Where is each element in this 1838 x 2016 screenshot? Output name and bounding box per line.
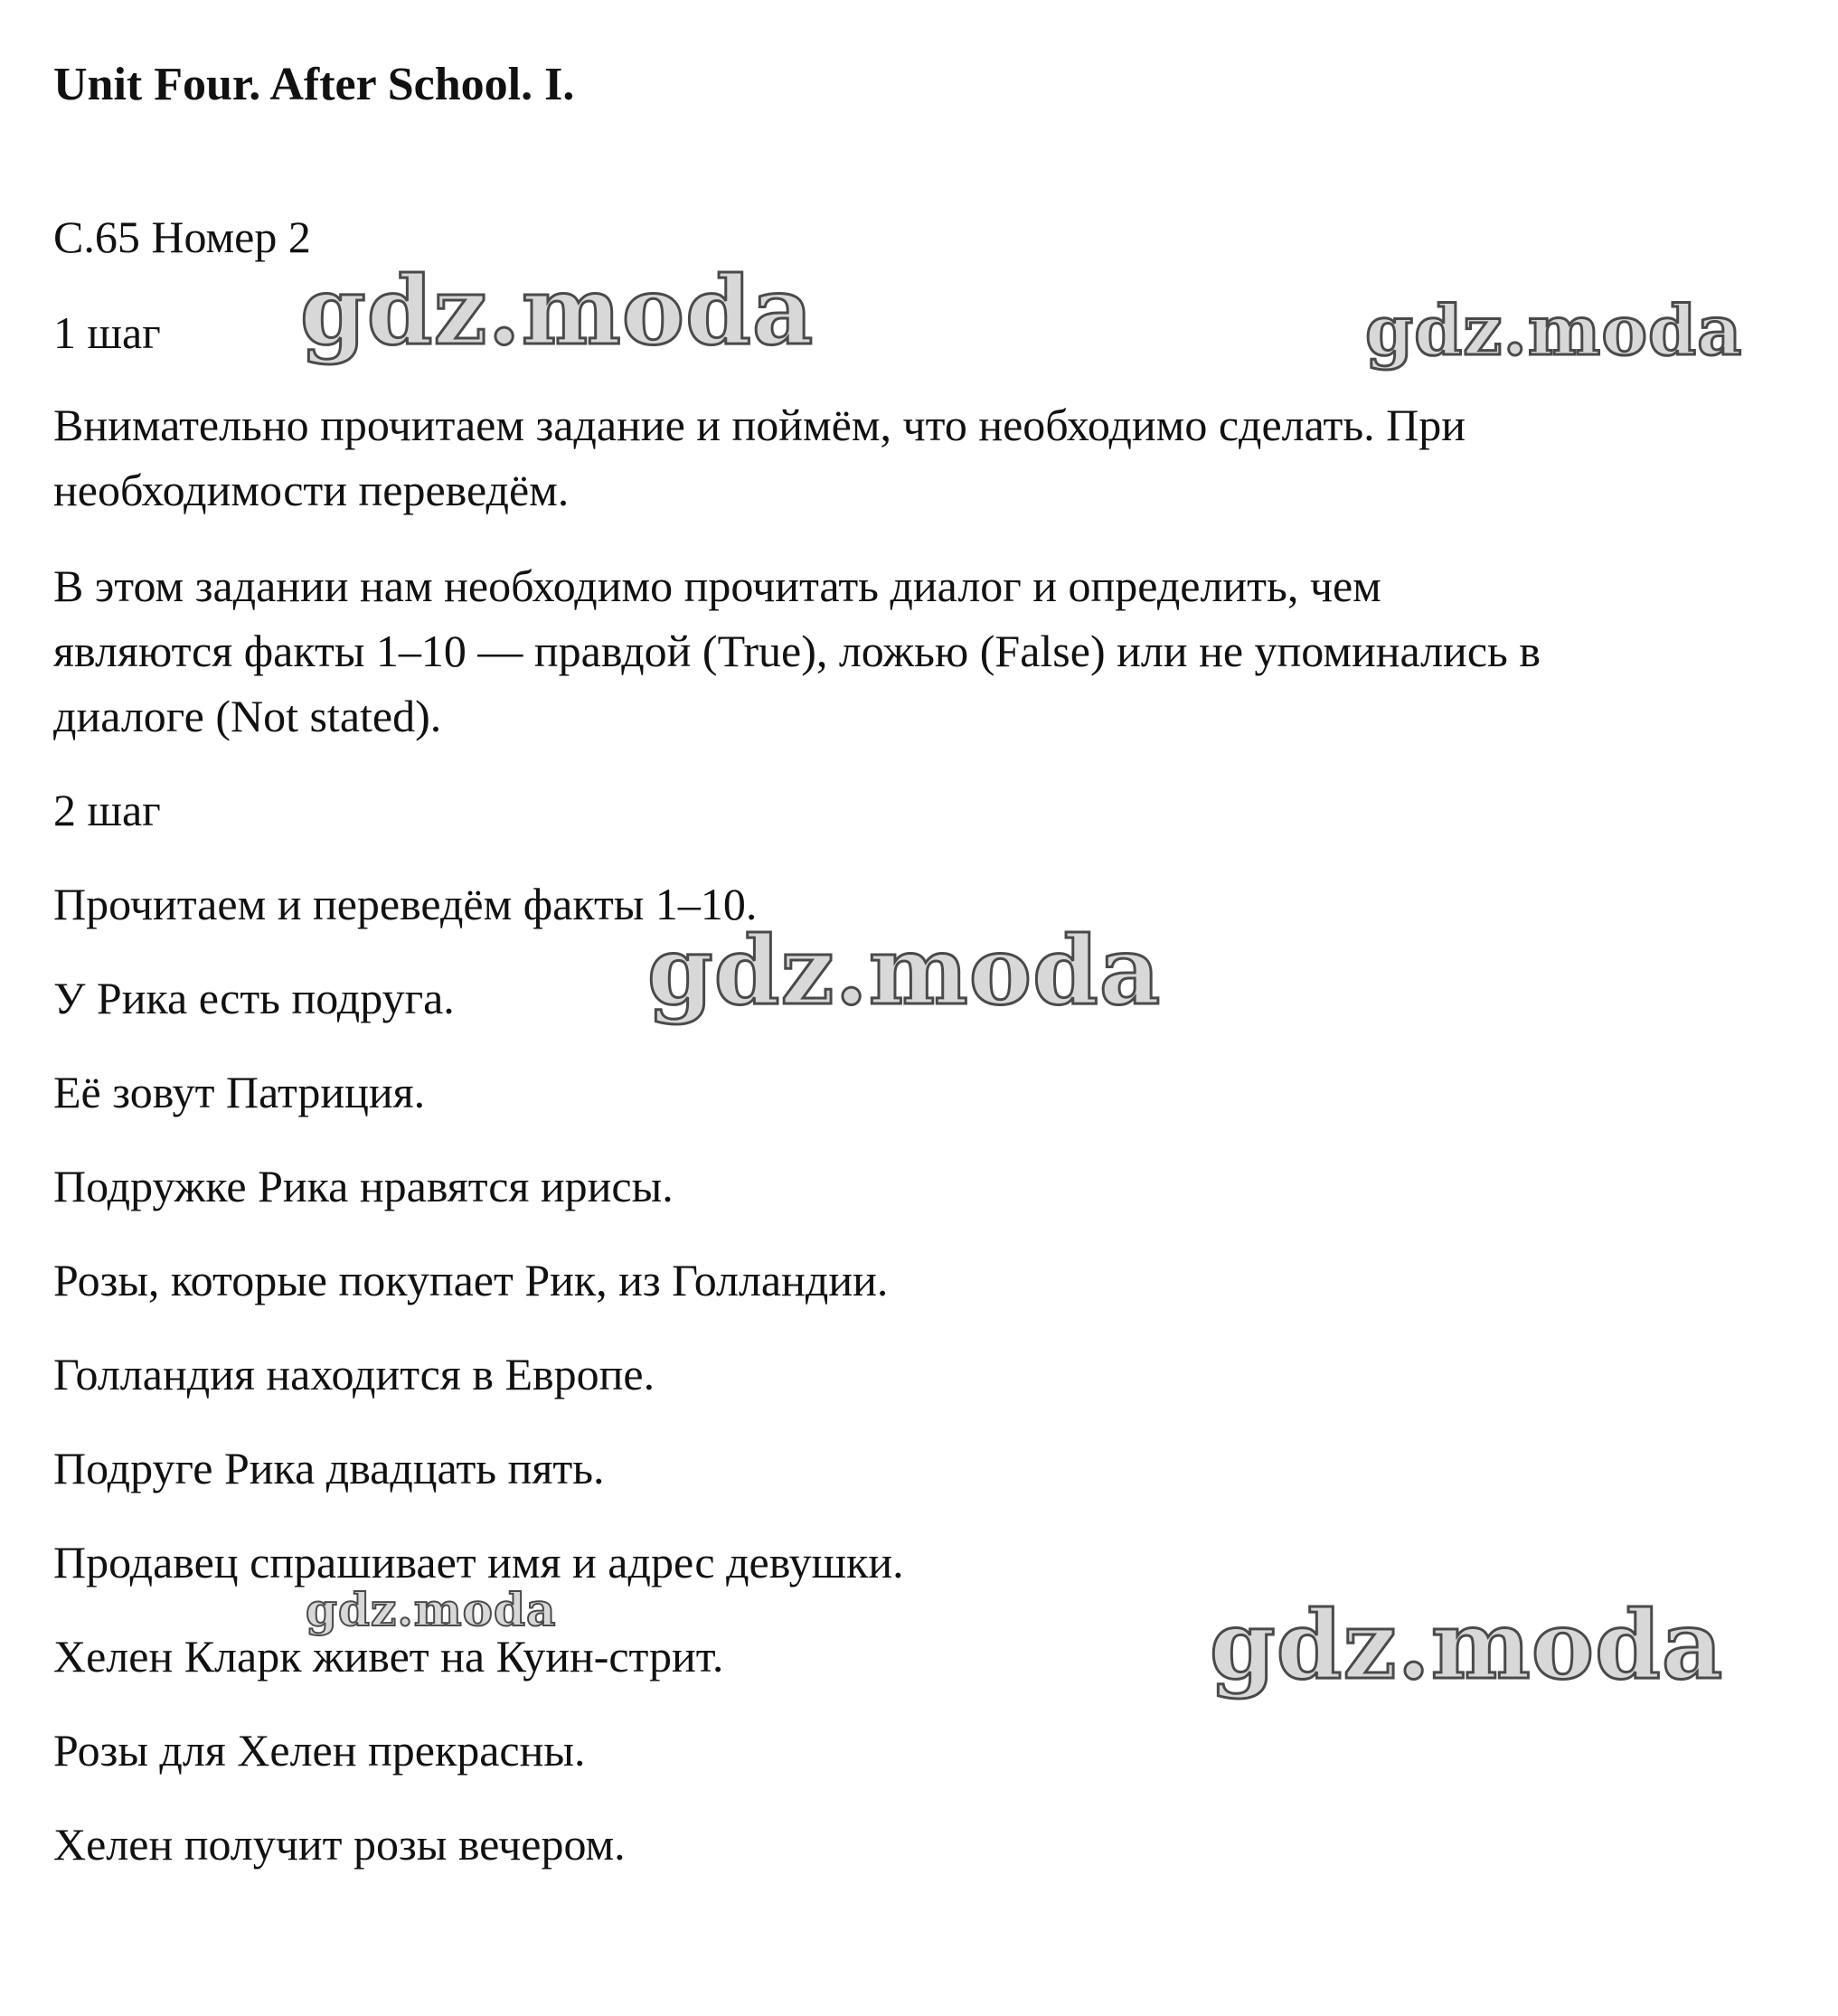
watermark: gdz.moda [647,915,1162,1026]
step-1-text-line-2: необходимости переведём. [53,465,570,515]
watermark: gdz.moda [306,1583,557,1636]
watermark: gdz.moda [1365,290,1743,371]
fact-item: Хелен Кларк живет на Куин-стрит. [53,1631,724,1682]
fact-item: Подруге Рика двадцать пять. [53,1443,605,1493]
fact-item: У Рика есть подруга. [53,973,455,1023]
task-text-line-2: являются факты 1–10 — правдой (True), ложью (False) или не упоминались в [53,626,1541,676]
task-text-line-1: В этом задании нам необходимо прочитать диалог и определить, чем [53,561,1381,611]
fact-item: Продавец спрашивает имя и адрес девушки. [53,1537,904,1587]
step-2-label: 2 шаг [53,785,161,835]
task-text-line-3: диалоге (Not stated). [53,691,442,741]
fact-item: Голландия находится в Европе. [53,1349,655,1399]
fact-item: Подружке Рика нравятся ирисы. [53,1161,674,1211]
fact-item: Её зовут Патриция. [53,1067,426,1117]
watermark: gdz.moda [1210,1589,1724,1700]
fact-item: Розы для Хелен прекрасны. [53,1725,586,1776]
page-title: Unit Four. After School. I. [53,59,575,110]
step-1-label: 1 шаг [53,307,161,358]
watermark: gdz.moda [300,255,815,366]
fact-item: Розы, которые покупает Рик, из Голландии. [53,1255,889,1305]
step-1-text-line-1: Внимательно прочитаем задание и поймём, что необходимо сделать. При [53,400,1466,450]
fact-item: Хелен получит розы вечером. [53,1819,626,1870]
step-2-intro: Прочитаем и переведём факты 1–10. [53,879,758,929]
page-reference: С.65 Номер 2 [53,212,311,262]
